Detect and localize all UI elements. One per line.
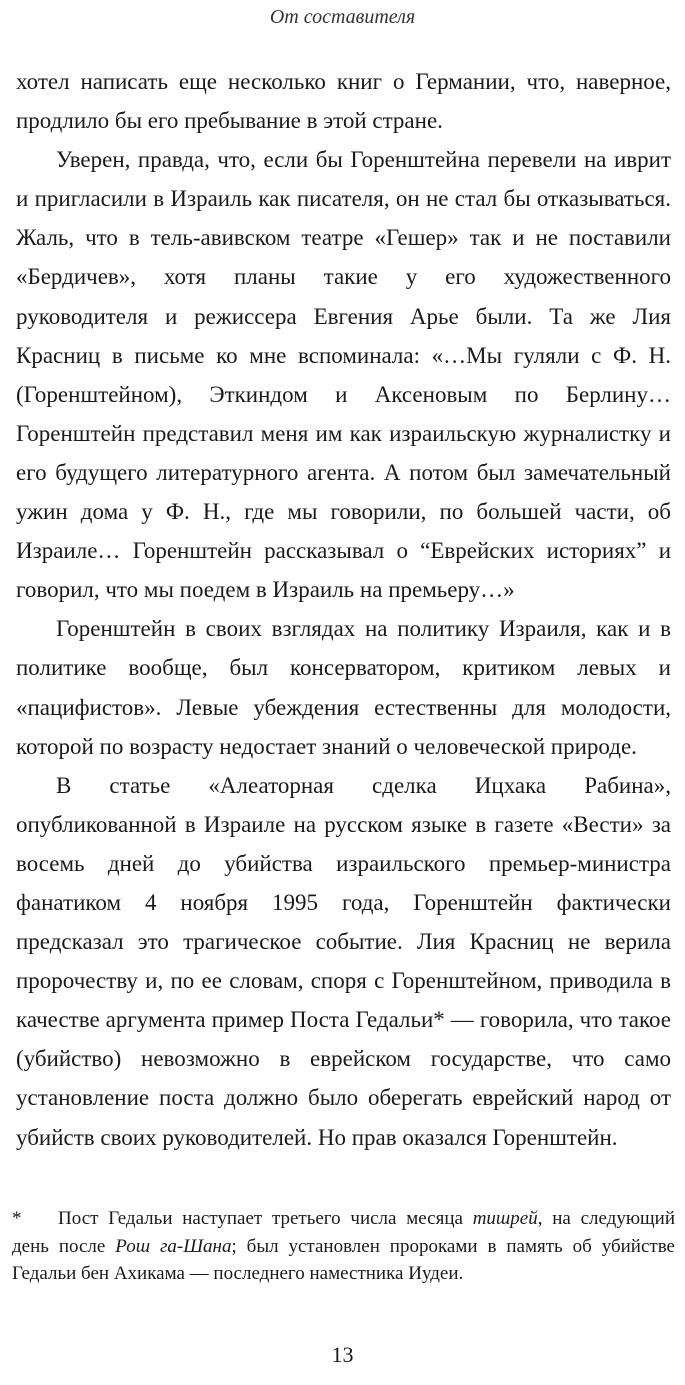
paragraph-1: хотел написать еще несколько книг о Германии, что, наверное, продлило бы его пребывание в этой стране. <box>16 69 671 134</box>
body-text <box>16 62 671 1157</box>
paragraph-3: Горенштейн в своих взглядах на политику Израиля, как и в политике вообще, был консерватором, критиком левых и «пацифистов». Левые убеждения естественны для молодости, которой по возрасту недостает знаний о человеческой природе. <box>16 616 671 759</box>
footnote-text-1: Пост Гедальи наступает третьего числа месяца <box>58 1208 473 1229</box>
footnote-area <box>12 1205 675 1288</box>
footnote-term-tishrei: тишрей <box>472 1208 538 1229</box>
footnote <box>12 1205 675 1288</box>
footnote-term-rosh-hashana: Рош га-Шана <box>115 1235 232 1257</box>
footnote-text-3: ; был установлен пророками в память об убийстве Гедальи бен Ахикама — последнего наместника Иудеи. <box>12 1235 675 1284</box>
running-header: От составителя <box>269 6 416 28</box>
footnote-text-2: , на следующий день после <box>12 1208 676 1257</box>
paragraph-2: Уверен, правда, что, если бы Горенштейна перевели на иврит и пригласили в Израиль как писателя, он не стал бы отказываться. Жаль, что в тель-авивском театре «Гешер» так и не поставили «Бердичев», хотя планы такие у его художественного руководителя и режиссера Евгения Арье были. Та же Лия Красниц в письме ко мне вспоминала: «…Мы гуляли с Ф. Н. (Горенштейном), Эткиндом и Аксеновым по Берлину… Горенштейн представил меня им как израильскую журналистку и его будущего литературного агента. А потом был замечательный ужин дома у Ф. Н., где мы говорили, по большей части, об Израиле… Горенштейн рассказывал о “Еврейских историях” и говорил, что мы поедем в Израиль на премьеру…» <box>16 147 671 603</box>
footnote-marker: * <box>12 1208 22 1229</box>
page-number: 13 <box>331 1342 354 1367</box>
paragraph-4: В статье «Алеаторная сделка Ицхака Рабина», опубликованной в Израиле на русском языке в газете «Вести» за восемь дней до убийства израильского премьер-министра фанатиком 4 ноября 1995 года, Горенштейн фактически предсказал это трагическое событие. Лия Красниц не верила пророчеству и, по ее словам, споря с Горенштейном, приводила в качестве аргумента пример Поста Гедальи* — говорила, что такое (убийство) невозможно в еврейском государстве, что само установление поста должно было оберегать еврейский народ от убийств своих руководителей. Но прав оказался Горенштейн. <box>16 772 671 1150</box>
